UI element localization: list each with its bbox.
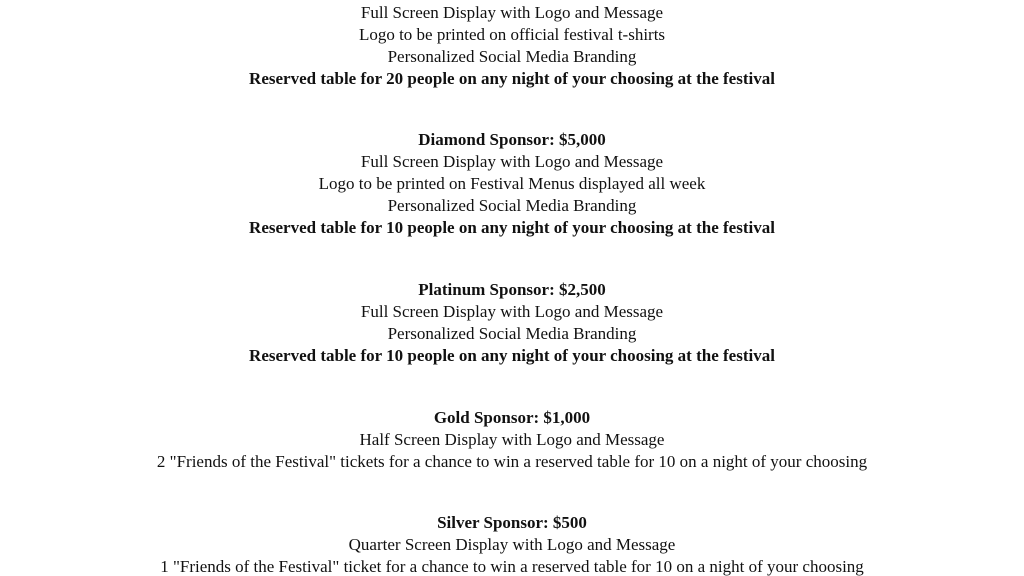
benefit-line: Half Screen Display with Logo and Message [359,430,665,449]
benefit-line: 2 "Friends of the Festival" tickets for a chance to win a reserved table for 10 on a night of your choosing [156,452,868,471]
benefit-line: Logo to be printed on official festival t-shirts [358,25,666,44]
tier-diamond [0,129,1024,239]
benefit-line: Personalized Social Media Branding [387,47,637,66]
reserved-table-line: Reserved table for 20 people on any night of your choosing at the festival [249,69,775,88]
tier-gold [0,407,1024,473]
tier-heading-gold: Gold Sponsor: $1,000 [433,408,591,427]
tier-heading-silver: Silver Sponsor: $500 [437,513,587,532]
tier-top-continued [0,2,1024,90]
reserved-table-line: Reserved table for 10 people on any night of your choosing at the festival [249,346,775,365]
benefit-line: Personalized Social Media Branding [387,196,637,215]
benefit-line: 1 "Friends of the Festival" ticket for a chance to win a reserved table for 10 on a night of your choosing [160,557,864,576]
benefit-line: Full Screen Display with Logo and Message [360,3,664,22]
tier-silver [0,512,1024,576]
benefit-line: Full Screen Display with Logo and Message [360,302,664,321]
benefit-line: Quarter Screen Display with Logo and Message [348,535,676,554]
benefit-line: Logo to be printed on Festival Menus displayed all week [318,174,706,193]
benefit-line: Personalized Social Media Branding [387,324,637,343]
benefit-line: Full Screen Display with Logo and Message [360,152,664,171]
reserved-table-line: Reserved table for 10 people on any night of your choosing at the festival [249,218,775,237]
tier-heading-platinum: Platinum Sponsor: $2,500 [418,280,606,299]
tier-platinum [0,279,1024,367]
tier-heading-diamond: Diamond Sponsor: $5,000 [418,130,606,149]
